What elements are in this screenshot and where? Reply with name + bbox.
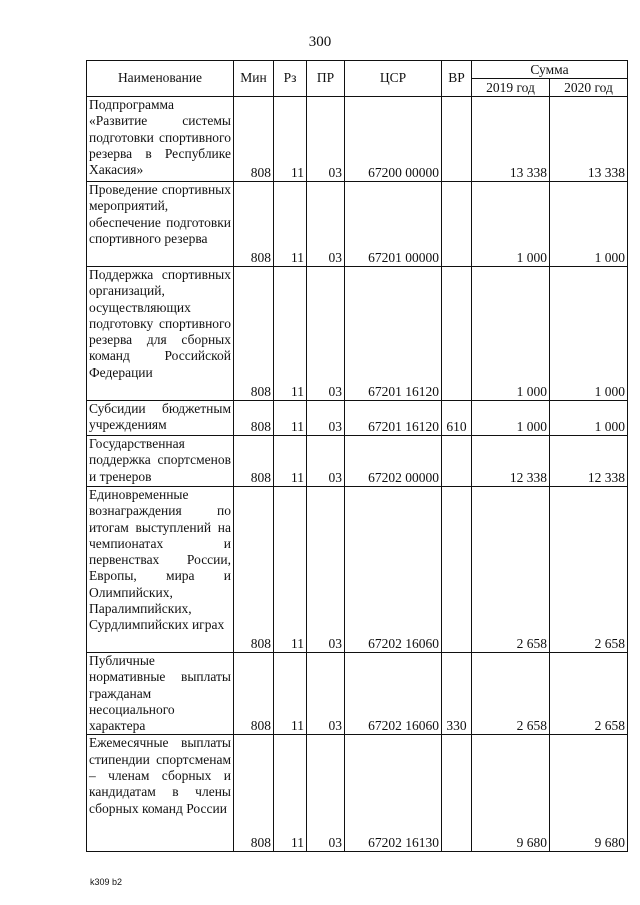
- row-sum-2020: 9 680: [550, 735, 628, 852]
- row-min: 808: [234, 487, 274, 653]
- row-csr: 67200 00000: [345, 97, 442, 182]
- row-min: 808: [234, 436, 274, 487]
- row-vr: [442, 436, 472, 487]
- table-row: [87, 653, 628, 735]
- row-sum-2020: 2 658: [550, 653, 628, 735]
- row-csr: 67202 16130: [345, 735, 442, 852]
- row-name: Государственная поддержка спортсменов и тренеров: [87, 436, 234, 487]
- row-csr: 67201 16120: [345, 267, 442, 401]
- row-sum-2020: 1 000: [550, 401, 628, 436]
- header-name: Наименование: [87, 61, 234, 97]
- header-min: Мин: [234, 61, 274, 97]
- row-pr: 03: [307, 97, 345, 182]
- row-pr: 03: [307, 653, 345, 735]
- row-sum-2019: 1 000: [472, 401, 550, 436]
- header-sum: Сумма: [472, 61, 628, 79]
- header-csr: ЦСР: [345, 61, 442, 97]
- row-sum-2020: 13 338: [550, 97, 628, 182]
- row-vr: [442, 267, 472, 401]
- row-sum-2020: 1 000: [550, 267, 628, 401]
- row-vr: [442, 735, 472, 852]
- row-pr: 03: [307, 436, 345, 487]
- table-row: [87, 267, 628, 401]
- row-sum-2020: 12 338: [550, 436, 628, 487]
- footer-code: k309 b2: [90, 877, 123, 887]
- row-vr: [442, 97, 472, 182]
- row-rz: 11: [274, 735, 307, 852]
- row-name: Субсидии бюджетным учреждениям: [87, 401, 234, 436]
- row-min: 808: [234, 401, 274, 436]
- row-name: Проведение спортивных мероприятий, обеспечение подготовки спортивного резерва: [87, 182, 234, 267]
- row-pr: 03: [307, 267, 345, 401]
- row-name: Поддержка спортивных организаций, осуществляющих подготовку спортивного резерва для сборных команд Российской Федерации: [87, 267, 234, 401]
- row-sum-2020: 2 658: [550, 487, 628, 653]
- row-min: 808: [234, 267, 274, 401]
- table-row: [87, 182, 628, 267]
- row-sum-2019: 13 338: [472, 97, 550, 182]
- table-row: [87, 401, 628, 436]
- row-pr: 03: [307, 487, 345, 653]
- row-name: Ежемесячные выплаты стипендии спортсменам – членам сборных и кандидатам в члены сборных команд России: [87, 735, 234, 852]
- row-sum-2019: 1 000: [472, 182, 550, 267]
- table-row: [87, 735, 628, 852]
- budget-table: [86, 60, 628, 852]
- row-csr: 67202 16060: [345, 487, 442, 653]
- header-year-2019: 2019 год: [472, 79, 550, 97]
- row-sum-2019: 12 338: [472, 436, 550, 487]
- row-name: Публичные нормативные выплаты гражданам несоциального характера: [87, 653, 234, 735]
- table-row: [87, 487, 628, 653]
- row-vr: [442, 182, 472, 267]
- row-rz: 11: [274, 487, 307, 653]
- row-csr: 67202 16060: [345, 653, 442, 735]
- row-pr: 03: [307, 182, 345, 267]
- row-vr: [442, 487, 472, 653]
- row-sum-2019: 2 658: [472, 653, 550, 735]
- row-rz: 11: [274, 401, 307, 436]
- row-rz: 11: [274, 182, 307, 267]
- page-number: 300: [308, 34, 332, 50]
- row-rz: 11: [274, 653, 307, 735]
- table-row: [87, 97, 628, 182]
- row-rz: 11: [274, 267, 307, 401]
- row-min: 808: [234, 735, 274, 852]
- row-rz: 11: [274, 436, 307, 487]
- row-min: 808: [234, 653, 274, 735]
- table-header: [87, 61, 628, 97]
- header-pr: ПР: [307, 61, 345, 97]
- row-sum-2019: 9 680: [472, 735, 550, 852]
- table-row: [87, 436, 628, 487]
- row-name: Единовременные вознаграждения по итогам выступлений на чемпионатах и первенствах России, Европы, мира и Олимпийских, Паралимпийских, Сурдлимпийских играх: [87, 487, 234, 653]
- row-vr: 330: [442, 653, 472, 735]
- row-min: 808: [234, 97, 274, 182]
- row-vr: 610: [442, 401, 472, 436]
- row-pr: 03: [307, 401, 345, 436]
- table-body: [87, 97, 628, 852]
- row-sum-2019: 2 658: [472, 487, 550, 653]
- header-year-2020: 2020 год: [550, 79, 628, 97]
- header-vr: ВР: [442, 61, 472, 97]
- row-csr: 67201 00000: [345, 182, 442, 267]
- header-rz: Рз: [274, 61, 307, 97]
- row-sum-2020: 1 000: [550, 182, 628, 267]
- row-sum-2019: 1 000: [472, 267, 550, 401]
- row-min: 808: [234, 182, 274, 267]
- row-rz: 11: [274, 97, 307, 182]
- row-csr: 67202 00000: [345, 436, 442, 487]
- row-csr: 67201 16120: [345, 401, 442, 436]
- row-pr: 03: [307, 735, 345, 852]
- row-name: Подпрограмма «Развитие системы подготовки спортивного резерва в Республике Хакасия»: [87, 97, 234, 182]
